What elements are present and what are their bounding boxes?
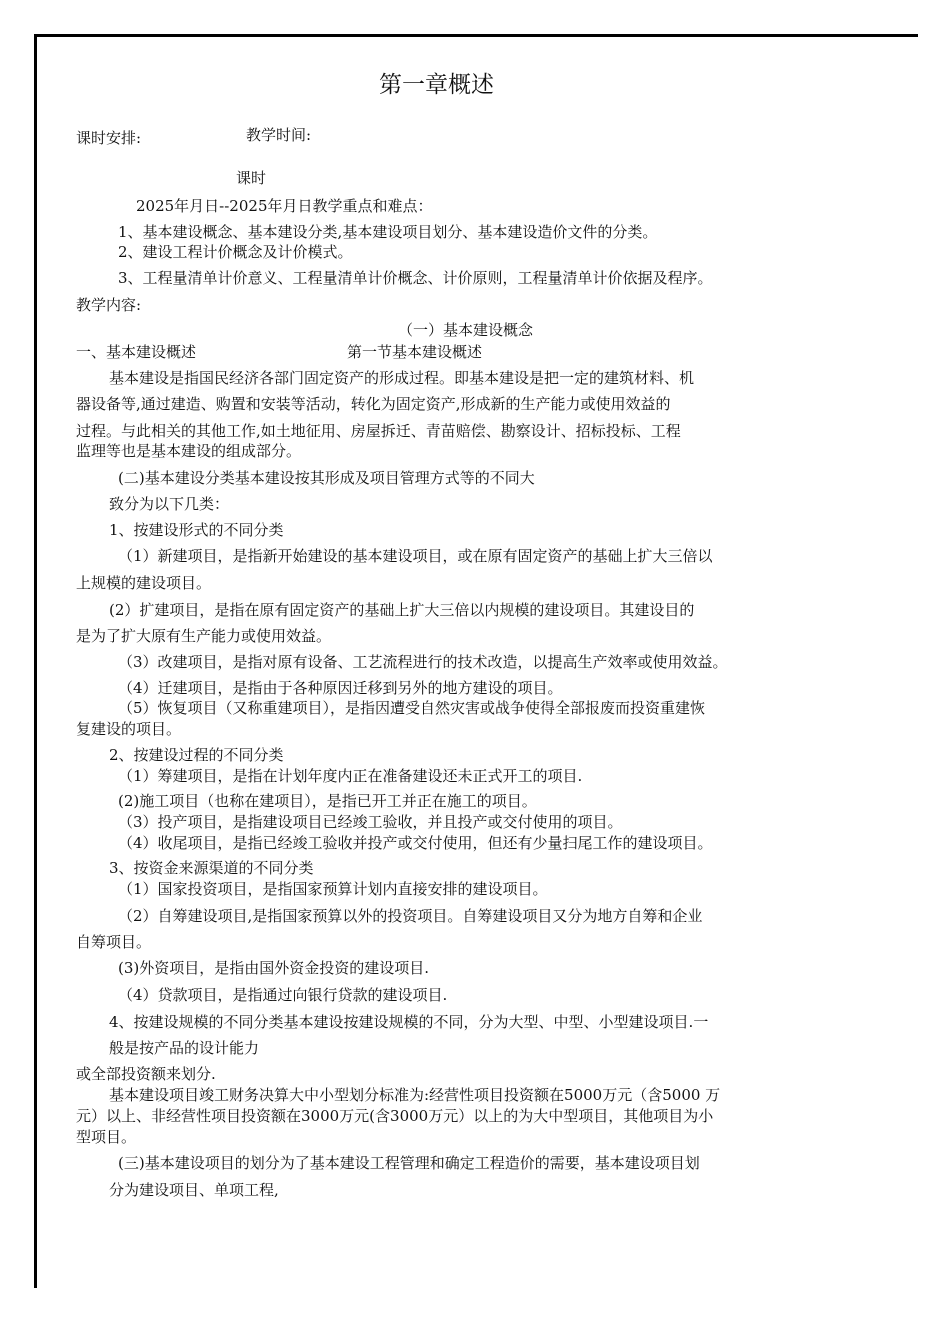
page-border-top (34, 34, 918, 37)
text-line: 4、按建设规模的不同分类基本建设按建设规模的不同，分为大型、中型、小型建设项目.一 (109, 1013, 709, 1031)
text-line: 3、工程量清单计价意义、工程量清单计价概念、计价原则，工程量清单计价依据及程序。 (118, 269, 713, 287)
text-line: （4）收尾项目，是指已经竣工验收并投产或交付使用，但还有少量扫尾工作的建设项目。 (118, 834, 713, 852)
text-line: (2)施工项目（也称在建项目），是指已开工并正在施工的项目。 (118, 792, 537, 810)
text-line: 1、按建设形式的不同分类 (109, 521, 284, 539)
text-line: （4）迁建项目，是指由于各种原因迁移到另外的地方建设的项目。 (118, 679, 563, 697)
text-line: (三)基本建设项目的划分为了基本建设工程管理和确定工程造价的需要，基本建设项目划 (118, 1154, 700, 1172)
text-line: （2）自筹建设项目,是指国家预算以外的投资项目。自筹建设项目又分为地方自筹和企业 (118, 907, 703, 925)
text-line: 复建设的项目。 (76, 720, 182, 738)
text-line: （1）筹建项目，是指在计划年度内正在准备建设还未正式开工的项目. (118, 767, 583, 785)
text-line: 或全部投资额来划分. (76, 1065, 216, 1083)
text-line: 上规模的建设项目。 (76, 574, 212, 592)
text-line: 器设备等,通过建造、购置和安装等活动，转化为固定资产,形成新的生产能力或使用效益的 (76, 395, 671, 413)
text-line: 2、建设工程计价概念及计价模式。 (118, 243, 353, 261)
text-line: (3)外资项目，是指由国外资金投资的建设项目. (118, 959, 430, 977)
page-border-left (34, 34, 37, 1288)
subsection-heading: （一）基本建设概念 (398, 321, 534, 339)
text-line: 1、基本建设概念、基本建设分类,基本建设项目划分、基本建设造价文件的分类。 (118, 223, 658, 241)
text-line: (2）扩建项目，是指在原有固定资产的基础上扩大三倍以内规模的建设项目。其建设目的 (109, 601, 695, 619)
section-heading: 第一节基本建设概述 (347, 343, 483, 361)
teaching-time-label: 教学时间: (246, 126, 312, 144)
text-line: 分为建设项目、单项工程, (109, 1181, 279, 1199)
hours-label: 课时 (236, 169, 267, 187)
text-line: 是为了扩大原有生产能力或使用效益。 (76, 627, 332, 645)
text-line: 基本建设项目竣工财务决算大中小型划分标准为:经营性项目投资额在5000万元（含5000 万 (109, 1086, 721, 1104)
text-line: 监理等也是基本建设的组成部分。 (76, 442, 302, 460)
text-line: 元）以上、非经营性项目投资额在3000万元(含3000万元）以上的为大中型项目，其他项目为小 (76, 1107, 714, 1125)
text-line: (二)基本建设分类基本建设按其形成及项目管理方式等的不同大 (118, 469, 535, 487)
text-line: 型项目。 (76, 1128, 137, 1146)
lesson-plan-label: 课时安排: (76, 129, 142, 147)
text-line: 般是按产品的设计能力 (109, 1039, 260, 1057)
text-line: （3）投产项目，是指建设项目已经竣工验收，并且投产或交付使用的项目。 (118, 813, 623, 831)
text-line: 2、按建设过程的不同分类 (109, 746, 284, 764)
heading-left: 一、基本建设概述 (76, 343, 197, 361)
text-line: （5）恢复项目（又称重建项目），是指因遭受自然灾害或战争使得全部报废而投资重建恢 (118, 699, 706, 717)
text-line: （4）贷款项目，是指通过向银行贷款的建设项目. (118, 986, 448, 1004)
text-line: 3、按资金来源渠道的不同分类 (109, 859, 314, 877)
section-label: 教学内容: (76, 296, 142, 314)
text-line: 自筹项目。 (76, 933, 152, 951)
text-line: （3）改建项目，是指对原有设备、工艺流程进行的技术改造，以提高生产效率或使用效益。 (118, 653, 728, 671)
text-line: （1）新建项目，是指新开始建设的基本建设项目，或在原有固定资产的基础上扩大三倍以 (118, 547, 713, 565)
text-line: 过程。与此相关的其他工作,如土地征用、房屋拆迁、青苗赔偿、勘察设计、招标投标、工程 (76, 422, 681, 440)
chapter-title: 第一章概述 (379, 72, 494, 98)
dates-focus-line: 2025年月日--2025年月日教学重点和难点： (136, 197, 433, 215)
text-line: （1）国家投资项目，是指国家预算计划内直接安排的建设项目。 (118, 880, 548, 898)
text-line: 基本建设是指国民经济各部门固定资产的形成过程。即基本建设是把一定的建筑材料、机 (109, 369, 695, 387)
text-line: 致分为以下几类： (109, 495, 230, 513)
